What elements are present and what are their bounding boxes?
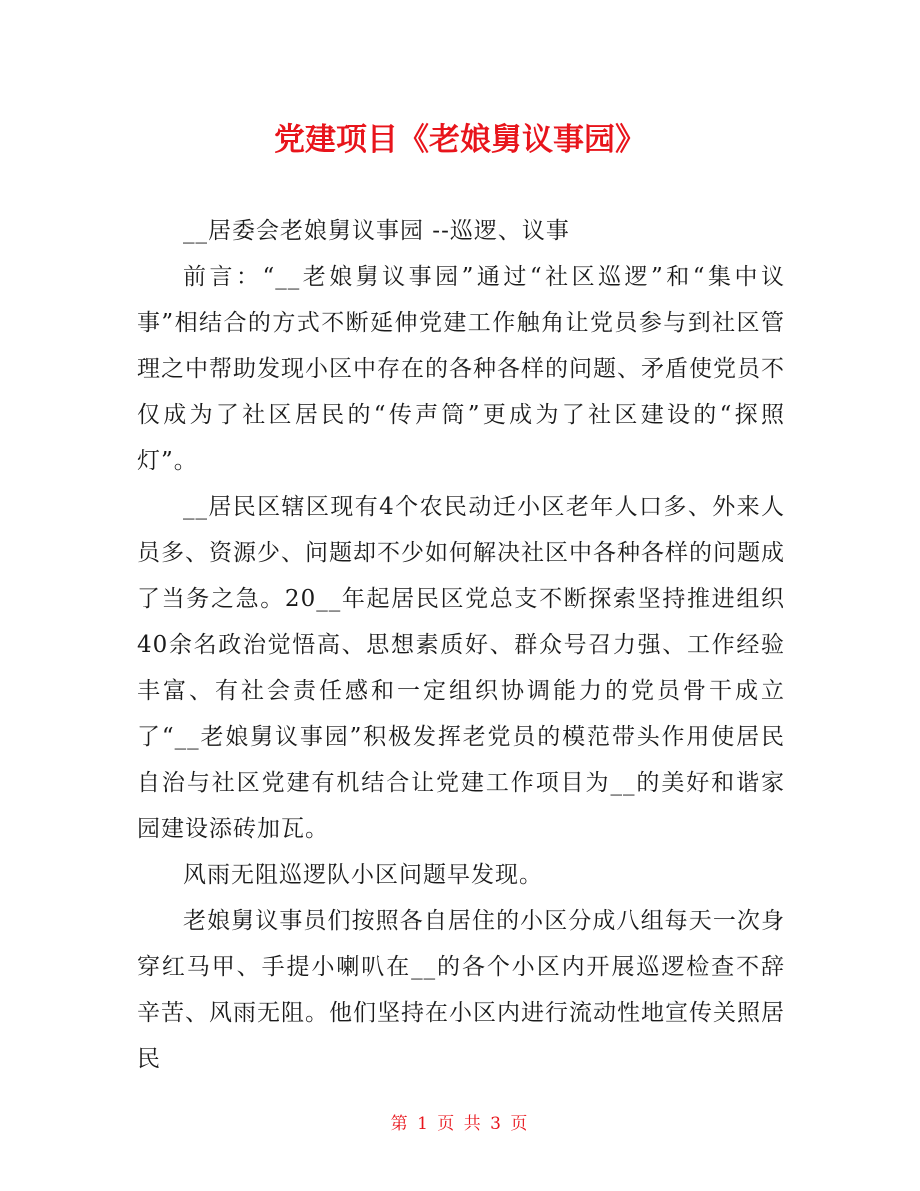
section-heading-paragraph: 风雨无阻巡逻队小区问题早发现。 <box>183 862 543 888</box>
preface-paragraph: 前言：“__老娘舅议事园”通过“社区巡逻”和“集中议事”相结合的方式不断延伸党建工作触角让党员参与到社区管理之中帮助发现小区中存在的各种各样的问题、矛盾使党员不仅成为了社区居民的“传声筒”更成为了社区建设的“探照灯”。 <box>137 264 785 474</box>
page-number-footer: 第 1 页 共 3 页 <box>390 1114 530 1134</box>
document-body <box>137 208 785 1082</box>
document-title: 党建项目《老娘舅议事园》 <box>274 122 646 158</box>
subtitle-paragraph: __居委会老娘舅议事园 --巡逻、议事 <box>183 218 570 244</box>
patrol-paragraph: 老娘舅议事员们按照各自居住的小区分成八组每天一次身穿红马甲、手提小喇叭在__的各个小区内开展巡逻检查不辞辛苦、风雨无阻。他们坚持在小区内进行流动性地宣传关照居民 <box>137 908 785 1072</box>
background-paragraph: __居民区辖区现有4个农民动迁小区老年人口多、外来人员多、资源少、问题却不少如何解决社区中各种各样的问题成了当务之急。20__年起居民区党总支不断探索坚持推进组织40余名政治觉悟高、思想素质好、群众号召力强、工作经验丰富、有社会责任感和一定组织协调能力的党员骨干成立了“__老娘舅议事园”积极发挥老党员的模范带头作用使居民自治与社区党建有机结合让党建工作项目为__的美好和谐家园建设添砖加瓦。 <box>137 494 785 842</box>
